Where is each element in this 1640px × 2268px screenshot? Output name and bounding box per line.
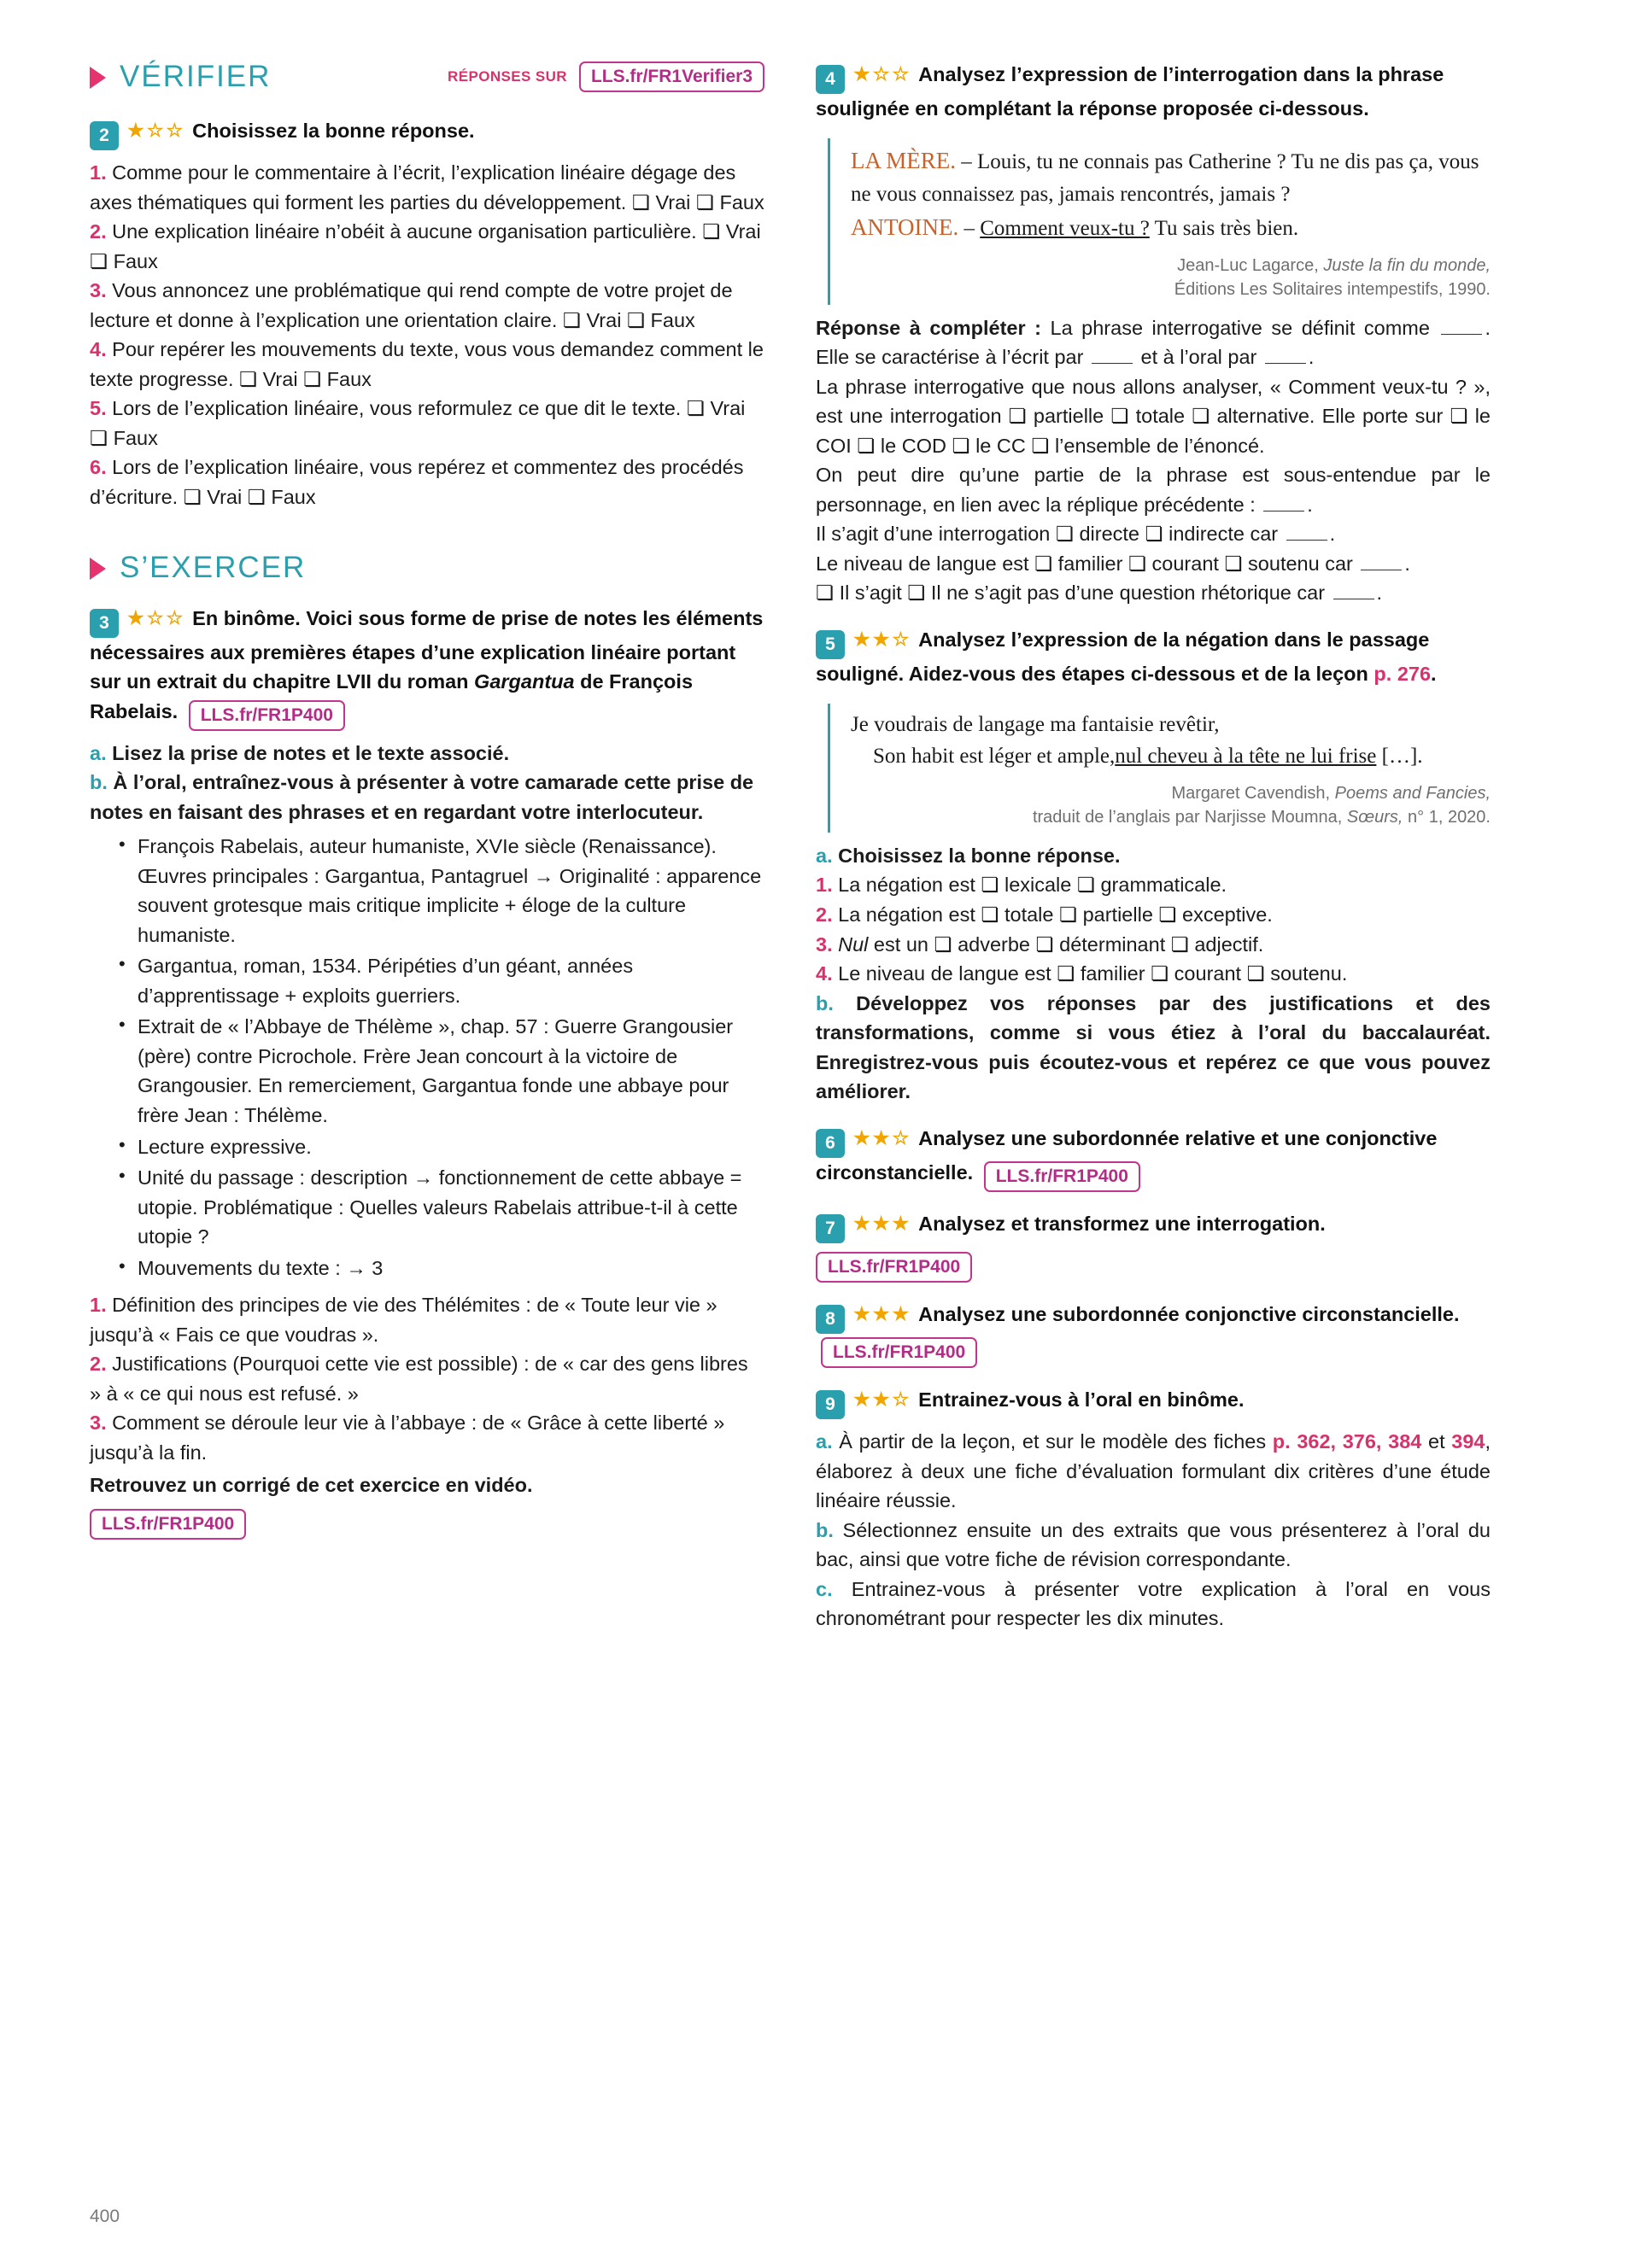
page-number: 400 <box>90 2207 120 2226</box>
link-code-exercise-6[interactable]: LLS.fr/FR1P400 <box>984 1161 1140 1192</box>
exercise-4-header <box>816 60 1491 123</box>
exercise-7 <box>816 1209 1491 1283</box>
exercise-9-difficulty-stars: ★★☆ <box>853 1388 912 1410</box>
exercise-4 <box>816 60 1491 608</box>
quote-line-1: Je voudrais de langage ma fantaisie revêtir, <box>851 712 1220 736</box>
exercise-4-answer-template <box>816 313 1491 608</box>
exercise-3-notes-list <box>90 832 764 1283</box>
list-item: • Unité du passage : description → fonctionnement de cette abbaye = utopie. Problématique : Quelles valeurs Rabelais attribue-t-il à cette utopie ? <box>119 1163 764 1252</box>
blank-field[interactable] <box>1265 351 1306 364</box>
exercise-8-number: 8 <box>816 1305 845 1334</box>
exercise-7-difficulty-stars: ★★★ <box>853 1212 912 1234</box>
list-item: 1. Définition des principes de vie des Thélémites : de « Toute leur vie » jusqu’à « Fais ce que voudras ». <box>90 1294 718 1346</box>
exercise-9-body <box>816 1427 1491 1634</box>
reponses-sur-label: RÉPONSES SUR <box>448 68 567 85</box>
list-item: 3. Nul est un ❏ adverbe ❏ déterminant ❏ adjectif. <box>816 932 1264 956</box>
link-code-exercise-3[interactable]: LLS.fr/FR1P400 <box>189 700 345 731</box>
quote-line-2-post: Tu sais très bien. <box>1149 217 1299 241</box>
list-item: • Gargantua, roman, 1534. Péripéties d’un géant, années d’apprentissage + exploits guerriers. <box>119 951 764 1010</box>
exercise-9-step-a: a. À partir de la leçon, et sur le modèle des fiches p. 362, 376, 384 et 394, élaborez à deux une fiche d’évaluation formulant dix critères d’une étude linéaire réussie. <box>816 1430 1491 1512</box>
exercise-3-footer: Retrouvez un corrigé de cet exercice en vidéo. <box>90 1474 533 1497</box>
list-item: 2. Justifications (Pourquoi cette vie est possible) : de « car des gens libres » à « ce qui nous est refusé. » <box>90 1353 748 1405</box>
list-item: 3. Vous annoncez une problématique qui rend compte de votre projet de lecture et donne à l’explication une orientation claire. ❏ Vrai ❏ Faux <box>90 279 733 331</box>
exercise-3-instructions <box>90 739 764 827</box>
quote-line-2-underlined: nul cheveu à la tête ne lui frise <box>1115 745 1377 769</box>
exercise-3-title-part2: de François Rabelais. <box>90 670 694 722</box>
list-item: • François Rabelais, auteur humaniste, XVIe siècle (Renaissance). Œuvres principales : Gargantua, Pantagruel → Originalité : apparence souvent grotesque mais critique implicite + éloge de la culture humaniste. <box>119 832 764 950</box>
exercise-2-body <box>90 158 764 511</box>
link-code-exercise-8[interactable]: LLS.fr/FR1P400 <box>821 1337 977 1368</box>
exercise-3-number: 3 <box>90 609 119 638</box>
link-code-verifier[interactable]: LLS.fr/FR1Verifier3 <box>579 61 764 92</box>
exercise-6-difficulty-stars: ★★☆ <box>853 1126 912 1149</box>
exercise-2-title: Choisissez la bonne réponse. <box>192 120 475 142</box>
section-title-sexercer: S’EXERCER <box>120 551 307 585</box>
right-column <box>816 60 1491 1634</box>
exercise-9-title: Entrainez-vous à l’oral en binôme. <box>918 1388 1245 1411</box>
exercise-5-number: 5 <box>816 630 845 659</box>
exercise-5-page-ref[interactable]: p. 276 <box>1374 662 1432 685</box>
list-item: 2. La négation est ❏ totale ❏ partielle ❏ exceptive. <box>816 903 1273 926</box>
reponses-sur-group <box>448 61 764 92</box>
list-item: • Mouvements du texte : → 3 <box>119 1254 764 1283</box>
exercise-3-title-part1: En binôme. Voici sous forme de prise de notes les éléments nécessaires aux premières étapes d’une explication linéaire portant sur un extrait du chapitre LVII du roman <box>90 607 764 693</box>
exercise-5-title: Analysez l’expression de la négation dans le passage souligné. Aidez-vous des étapes ci-dessous et de la leçon <box>816 628 1430 685</box>
exercise-5-step-a: a. Choisissez la bonne réponse. <box>816 844 1121 867</box>
blank-field[interactable] <box>1333 587 1374 599</box>
blank-field[interactable] <box>1441 322 1482 335</box>
list-item: 4. Le niveau de langue est ❏ familier ❏ courant ❏ soutenu. <box>816 962 1348 985</box>
exercise-6 <box>816 1124 1491 1192</box>
answer-paragraph-2: La phrase interrogative que nous allons analyser, « Comment veux-tu ? », est une interrogation ❏ partielle ❏ totale ❏ alternative. Elle porte sur ❏ le COI ❏ le COD ❏ le CC ❏ l’ensemble de l’énoncé. <box>816 375 1491 457</box>
exercise-7-header <box>816 1209 1491 1243</box>
exercise-8-difficulty-stars: ★★★ <box>853 1302 912 1324</box>
exercise-6-header <box>816 1124 1491 1192</box>
exercise-3-step-b: b. À l’oral, entraînez-vous à présenter à votre camarade cette prise de notes en faisant des phrases et en regardant votre interlocuteur. <box>90 771 754 823</box>
list-item: • Extrait de « l’Abbaye de Thélème », chap. 57 : Guerre Grangousier (père) contre Picrochole. Frère Jean concourt à la victoire de Grangousier. En remerciement, Gargantua fonde une abbaye pour frère Jean : Thélème. <box>119 1012 764 1130</box>
exercise-8-title: Analysez une subordonnée conjonctive circonstancielle. <box>918 1302 1460 1325</box>
exercise-5-difficulty-stars: ★★☆ <box>853 628 912 650</box>
page-ref[interactable]: 384 <box>1388 1430 1422 1453</box>
list-item: 6. Lors de l’explication linéaire, vous repérez et commentez des procédés d’écriture. ❏ Vrai ❏ Faux <box>90 456 744 508</box>
triangle-bullet-icon <box>90 67 106 89</box>
quote-line-2-pre: Son habit est léger et ample, <box>873 745 1116 769</box>
exercise-7-code-line <box>816 1252 1491 1283</box>
quote-line-2-pre: – <box>958 217 981 241</box>
exercise-3-step-a: a. Lisez la prise de notes et le texte associé. <box>90 741 510 764</box>
exercise-2-difficulty-stars: ★☆☆ <box>127 120 186 141</box>
list-item: 3. Comment se déroule leur vie à l’abbaye : de « Grâce à cette liberté » jusqu’à la fin. <box>90 1412 725 1464</box>
triangle-bullet-icon <box>90 558 106 580</box>
exercise-5-body <box>816 841 1491 1107</box>
exercise-5-quote-source: Margaret Cavendish, Poems and Fancies, traduit de l’anglais par Narjisse Moumna, Sœurs, n° 1, 2020. <box>1032 783 1491 827</box>
exercise-5-quote <box>828 704 1491 833</box>
exercise-9-number: 9 <box>816 1390 845 1419</box>
exercise-4-title: Analysez l’expression de l’interrogation dans la phrase soulignée en complétant la réponse proposée ci-dessous. <box>816 63 1444 120</box>
answer-paragraph-3: On peut dire qu’une partie de la phrase est sous-entendue par le personnage, en lien avec la réplique précédente : . <box>816 464 1491 516</box>
page-ref[interactable]: 394 <box>1451 1430 1485 1453</box>
blank-field[interactable] <box>1286 528 1327 541</box>
list-item: • Lecture expressive. <box>119 1132 764 1162</box>
answer-paragraph-5: Le niveau de langue est ❏ familier ❏ courant ❏ soutenu car . <box>816 552 1410 575</box>
section-title-verifier: VÉRIFIER <box>120 60 272 93</box>
quote-line-1: – Louis, tu ne connais pas Catherine ? Tu ne dis pas ça, vous ne vous connaissez pas, jamais rencontrés, jamais ? <box>851 150 1479 206</box>
list-item: 1. Comme pour le commentaire à l’écrit, l’explication linéaire dégage des axes thématiques qui forment les parties du développement. ❏ Vrai ❏ Faux <box>90 161 764 213</box>
answer-paragraph-4: Il s’agit d’une interrogation ❏ directe ❏ indirecte car . <box>816 523 1336 546</box>
list-item: 1. La négation est ❏ lexicale ❏ grammaticale. <box>816 874 1227 897</box>
exercise-9 <box>816 1385 1491 1634</box>
list-item: 4. Pour repérer les mouvements du texte, vous vous demandez comment le texte progresse. ❏ Vrai ❏ Faux <box>90 338 764 390</box>
page-ref[interactable]: p. 362, 376, <box>1272 1430 1382 1453</box>
exercise-3-movements <box>90 1290 764 1500</box>
blank-field[interactable] <box>1361 558 1402 570</box>
exercise-7-number: 7 <box>816 1214 845 1243</box>
exercise-5 <box>816 625 1491 1107</box>
left-column <box>90 60 764 1540</box>
exercise-3 <box>90 604 764 1540</box>
exercise-8 <box>816 1300 1491 1368</box>
sexercer-section-header <box>90 551 764 585</box>
verifier-section-header <box>90 60 764 94</box>
quote-speaker-2: ANTOINE. <box>851 214 959 241</box>
link-code-exercise-3-video[interactable]: LLS.fr/FR1P400 <box>90 1509 246 1540</box>
exercise-4-quote <box>828 138 1491 305</box>
list-item: 2. Une explication linéaire n’obéit à aucune organisation particulière. ❏ Vrai ❏ Faux <box>90 220 761 272</box>
exercise-6-number: 6 <box>816 1129 845 1158</box>
exercise-9-step-c: c. Entrainez-vous à présenter votre explication à l’oral en vous chronométrant pour respecter les dix minutes. <box>816 1577 1491 1630</box>
exercise-5-step-b: b. Développez vos réponses par des justifications et des transformations, comme si vous étiez à l’oral du baccalauréat. Enregistrez-vous puis écoutez-vous et repérez ce que vous pouvez améliorer. <box>816 991 1491 1103</box>
quote-speaker-1: LA MÈRE. <box>851 148 957 174</box>
exercise-8-header <box>816 1300 1491 1368</box>
two-column-layout <box>90 60 1550 1634</box>
quote-line-2-post: […]. <box>1376 745 1423 769</box>
exercise-3-title-italic: Gargantua <box>474 670 575 693</box>
exercise-2-number: 2 <box>90 121 119 150</box>
exercise-4-difficulty-stars: ★☆☆ <box>853 63 912 85</box>
exercise-9-header <box>816 1385 1491 1419</box>
exercise-9-step-b: b. Sélectionnez ensuite un des extraits que vous présenterez à l’oral du bac, ainsi que votre fiche de révision correspondante. <box>816 1518 1491 1571</box>
answer-paragraph-6: ❏ Il s’agit ❏ Il ne s’agit pas d’une question rhétorique car . <box>816 582 1383 605</box>
exercise-6-title: Analysez une subordonnée relative et une conjonctive circonstancielle. <box>816 1126 1438 1184</box>
exercise-2 <box>90 116 764 511</box>
exercise-3-difficulty-stars: ★☆☆ <box>127 607 186 629</box>
quote-line-2-underlined: Comment veux-tu ? <box>980 217 1150 241</box>
exercise-4-quote-source: Jean-Luc Lagarce, Juste la fin du monde, Éditions Les Solitaires intempestifs, 1990. <box>1174 255 1491 299</box>
blank-field[interactable] <box>1263 499 1304 511</box>
link-code-exercise-7[interactable]: LLS.fr/FR1P400 <box>816 1252 972 1283</box>
blank-field[interactable] <box>1092 351 1133 364</box>
exercise-2-header <box>90 116 764 150</box>
exercise-7-title: Analysez et transformez une interrogation. <box>918 1212 1326 1235</box>
exercise-4-number: 4 <box>816 65 845 94</box>
exercise-5-header: 5 ★★☆ Analysez l’expression de la négation dans le passage souligné. Aidez-vous des étapes ci-dessous et de la leçon p. 276. <box>816 628 1437 685</box>
answer-paragraph-1: Réponse à compléter : La phrase interrogative se définit comme . Elle se caractérise à l’écrit par et à l’oral par . <box>816 316 1491 369</box>
exercise-3-footer-code-line <box>90 1509 764 1540</box>
exercise-3-header <box>90 604 764 730</box>
list-item: 5. Lors de l’explication linéaire, vous reformulez ce que dit le texte. ❏ Vrai ❏ Faux <box>90 397 746 449</box>
